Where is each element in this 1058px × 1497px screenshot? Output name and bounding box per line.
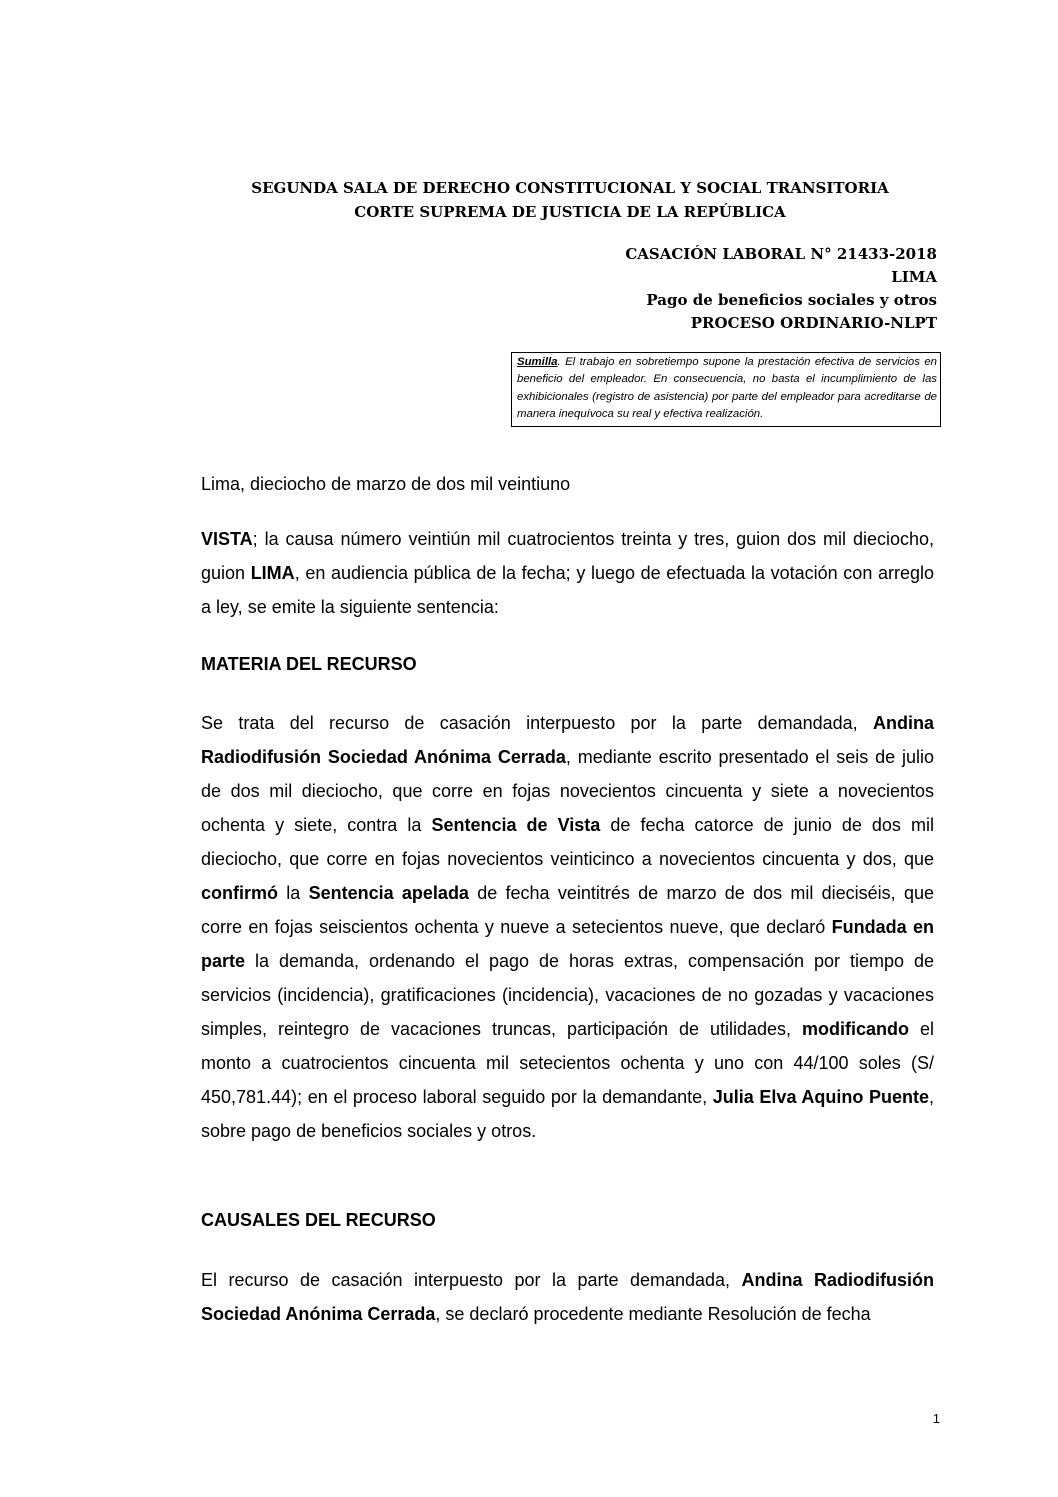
plaintiff-name: Julia Elva Aquino Puente bbox=[712, 1087, 929, 1107]
materia-text-6: la demanda, ordenando el pago de horas extras, compensación por tiempo de servicios (incidencia), gratificaciones (incidencia), vacaciones de no gozadas y vacaciones simples, reintegro de vacaciones truncas, participación de utilidades, bbox=[201, 951, 934, 1039]
heading-causales: CAUSALES DEL RECURSO bbox=[201, 1210, 436, 1230]
date-line: Lima, dieciocho de marzo de dos mil veintiuno bbox=[201, 474, 571, 494]
case-process-type: PROCESO ORDINARIO-NLPT bbox=[690, 314, 937, 332]
sumilla-label: Sumilla bbox=[517, 356, 558, 368]
sumilla-box bbox=[511, 352, 941, 427]
case-info-block bbox=[625, 243, 937, 335]
vista-city: LIMA bbox=[250, 563, 295, 583]
materia-text-7: el monto a cuatrocientos cincuenta mil setecientos ochenta y uno con 44/100 soles (S/ 450,781.44); en el proceso laboral seguido por la demandante, bbox=[201, 1019, 934, 1107]
court-chamber-name: SEGUNDA SALA DE DERECHO CONSTITUCIONAL Y SOCIAL TRANSITORIA bbox=[251, 179, 889, 197]
sentencia-apelada-ref: Sentencia apelada bbox=[308, 883, 469, 903]
causales-text-1: El recurso de casación interpuesto por la parte demandada, bbox=[201, 1270, 742, 1290]
causales-text-2: , se declaró procedente mediante Resolución de fecha bbox=[435, 1304, 871, 1324]
sumilla-text: . El trabajo en sobretiempo supone la prestación efectiva de servicios en beneficio del empleador. En consecuencia, no basta el incumplimiento de las exhibicionales (registro de asistencia) por parte del empleador para acreditarse de manera inequívoca su real y efectiva realización. bbox=[517, 356, 937, 421]
materia-text-4: la bbox=[278, 883, 309, 903]
materia-paragraph bbox=[201, 706, 934, 1148]
vista-keyword: VISTA bbox=[201, 529, 253, 549]
case-city: LIMA bbox=[891, 268, 937, 286]
case-number: CASACIÓN LABORAL N° 21433-2018 bbox=[625, 245, 937, 263]
court-header bbox=[160, 176, 980, 224]
materia-text-1: Se trata del recurso de casación interpuesto por la parte demandada, bbox=[201, 713, 873, 733]
vista-text-1: ; la causa número veintiún mil cuatrocientos treinta y tres, guion dos mil dieciocho, guion bbox=[201, 529, 934, 583]
materia-text-3: de fecha catorce de junio de dos mil dieciocho, que corre en fojas novecientos veinticinco a novecientos cincuenta y dos, que bbox=[201, 815, 934, 869]
case-subject: Pago de beneficios sociales y otros bbox=[646, 291, 937, 309]
sentencia-vista-ref: Sentencia de Vista bbox=[431, 815, 601, 835]
materia-text-5: de fecha veintitrés de marzo de dos mil dieciséis, que corre en fojas seiscientos ochenta y nueve a setecientos nueve, que declaró bbox=[201, 883, 934, 937]
court-name: CORTE SUPREMA DE JUSTICIA DE LA REPÚBLICA bbox=[354, 203, 786, 221]
fundada-en-parte-keyword: Fundada en parte bbox=[201, 917, 934, 971]
heading-materia: MATERIA DEL RECURSO bbox=[201, 654, 417, 674]
materia-text-2: , mediante escrito presentado el seis de julio de dos mil dieciocho, que corre en fojas novecientos cincuenta y siete a novecientos ochenta y siete, contra la bbox=[201, 747, 935, 835]
causales-paragraph bbox=[201, 1263, 934, 1331]
vista-paragraph bbox=[201, 522, 934, 624]
defendant-name: Andina Radiodifusión Sociedad Anónima Cerrada bbox=[201, 713, 934, 767]
causales-defendant-name: Andina Radiodifusión Sociedad Anónima Cerrada bbox=[201, 1270, 934, 1324]
page-number: 1 bbox=[932, 1411, 940, 1426]
modificando-keyword: modificando bbox=[802, 1019, 910, 1039]
vista-text-2: , en audiencia pública de la fecha; y luego de efectuada la votación con arreglo a ley, se emite la siguiente sentencia: bbox=[201, 563, 934, 617]
confirmo-keyword: confirmó bbox=[201, 883, 279, 903]
materia-text-8: , sobre pago de beneficios sociales y otros. bbox=[201, 1087, 934, 1141]
